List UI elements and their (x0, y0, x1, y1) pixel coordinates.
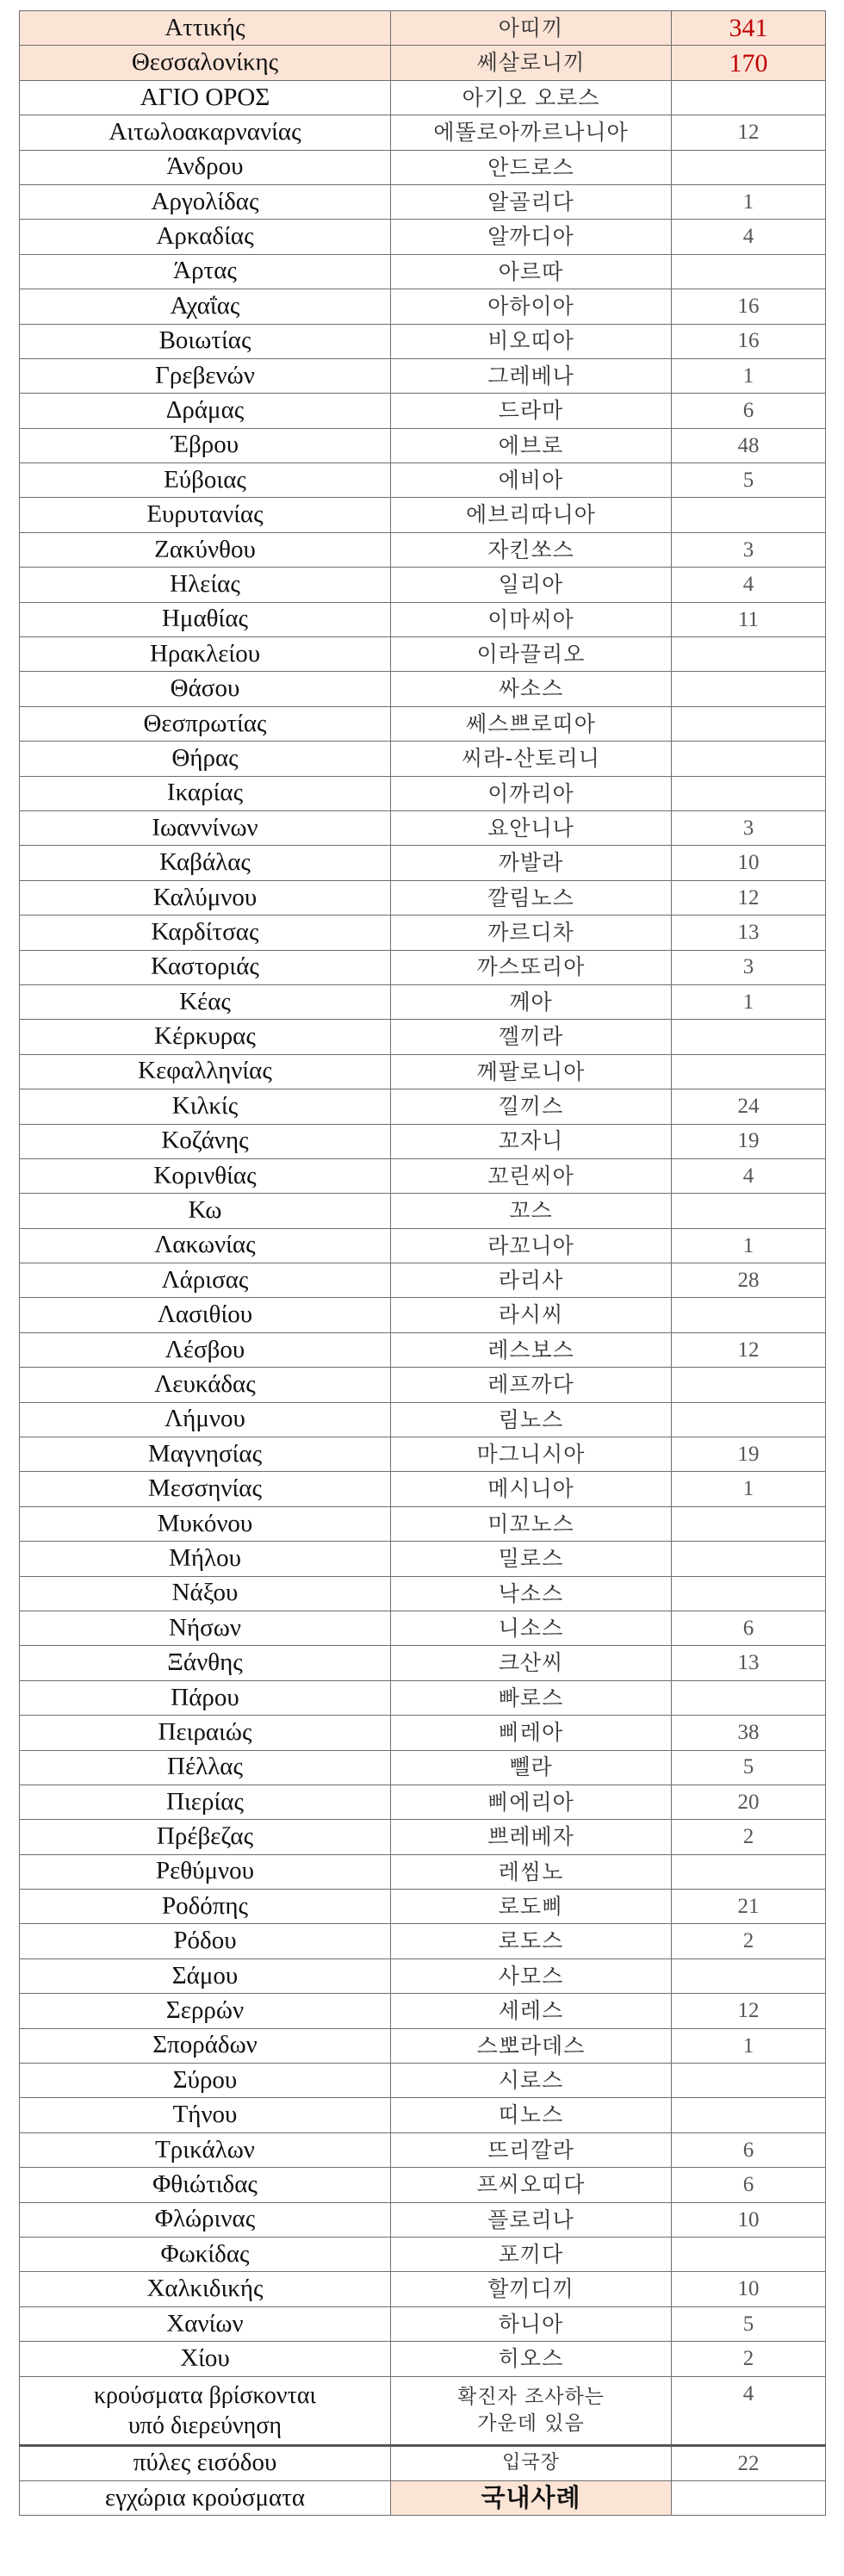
greek-name-cell: Λέσβου (20, 1332, 391, 1367)
greek-name-cell (20, 2376, 391, 2445)
korean-name-cell: 세레스 (391, 1994, 672, 2028)
table-row (20, 2098, 826, 2132)
korean-name-cell: 꼬린씨아 (391, 1158, 672, 1193)
case-count-cell (672, 672, 826, 706)
greek-name-cell: Ιωαννίνων (20, 810, 391, 845)
case-count-cell: 24 (672, 1089, 826, 1124)
case-count-cell: 21 (672, 1890, 826, 1924)
table-row (20, 846, 826, 880)
greek-name-cell: Νάξου (20, 1576, 391, 1611)
table-row (20, 1958, 826, 1993)
case-count-cell (672, 1576, 826, 1611)
table-row (20, 1054, 826, 1089)
table-row (20, 220, 826, 254)
case-count-cell: 1 (672, 184, 826, 219)
table-row (20, 2238, 826, 2272)
table-row (20, 1263, 826, 1298)
greek-name-cell: Μήλου (20, 1542, 391, 1576)
greek-name-cell: Μυκόνου (20, 1506, 391, 1541)
greek-name-cell: Σάμου (20, 1958, 391, 1993)
greek-name-cell: Καρδίτσας (20, 916, 391, 950)
table-row (20, 324, 826, 358)
greek-name-cell: εγχώρια κρούσματα (20, 2480, 391, 2515)
table-row (20, 1472, 826, 1506)
korean-name-cell: 요안니나 (391, 810, 672, 845)
korean-name-cell: 씨라-산토리니 (391, 742, 672, 776)
case-count-cell: 2 (672, 1820, 826, 1854)
case-count-cell: 4 (672, 2376, 826, 2445)
table-row (20, 463, 826, 498)
case-count-cell: 20 (672, 1785, 826, 1819)
table-row (20, 1437, 826, 1472)
case-count-cell: 1 (672, 1472, 826, 1506)
greek-name-cell: Καλύμνου (20, 880, 391, 915)
table-row (20, 532, 826, 567)
korean-name-line: 확진자 조사하는 (457, 2385, 605, 2408)
case-count-cell: 341 (672, 11, 826, 46)
case-count-cell: 4 (672, 220, 826, 254)
case-count-cell: 12 (672, 880, 826, 915)
case-count-cell: 48 (672, 428, 826, 462)
greek-name-cell: Ικαρίας (20, 776, 391, 810)
greek-name-cell: Κιλκίς (20, 1089, 391, 1124)
table-row (20, 1924, 826, 1958)
case-count-cell (672, 1506, 826, 1541)
table-row (20, 568, 826, 602)
table-row (20, 11, 826, 46)
korean-name-cell: 에브리따니아 (391, 498, 672, 532)
korean-name-cell: 할끼디끼 (391, 2272, 672, 2306)
greek-name-cell: Φλώρινας (20, 2202, 391, 2237)
table-row (20, 1716, 826, 1750)
table-row (20, 428, 826, 462)
korean-name-cell: 안드로스 (391, 150, 672, 184)
korean-name-cell: 쁘레베자 (391, 1820, 672, 1854)
case-count-cell: 2 (672, 1924, 826, 1958)
korean-name-cell: 입국장 (391, 2445, 672, 2480)
korean-name-cell: 빠로스 (391, 1680, 672, 1715)
greek-name-cell: Μεσσηνίας (20, 1472, 391, 1506)
case-count-cell: 5 (672, 463, 826, 498)
case-count-cell (672, 254, 826, 289)
korean-name-cell: 사모스 (391, 1958, 672, 1993)
korean-name-cell: 니소스 (391, 1611, 672, 1645)
case-count-cell (672, 2238, 826, 2272)
greek-name-cell: Θεσσαλονίκης (20, 46, 391, 80)
table-row (20, 115, 826, 150)
case-count-cell (672, 1680, 826, 1715)
table-row (20, 1854, 826, 1889)
case-count-cell: 2 (672, 2342, 826, 2376)
case-count-cell: 22 (672, 2445, 826, 2480)
case-count-cell: 19 (672, 1437, 826, 1472)
case-count-cell: 12 (672, 1994, 826, 2028)
table-row (20, 880, 826, 915)
korean-name-cell: 이까리아 (391, 776, 672, 810)
case-count-cell: 10 (672, 2202, 826, 2237)
table-row (20, 46, 826, 80)
korean-name-cell: 깔림노스 (391, 880, 672, 915)
table-row (20, 706, 826, 741)
greek-name-cell: Θάσου (20, 672, 391, 706)
table-row (20, 1158, 826, 1193)
table-row (20, 776, 826, 810)
greek-name-cell: Ηρακλείου (20, 637, 391, 672)
korean-name-cell: 아기오 오로스 (391, 80, 672, 115)
korean-name-cell: 하니아 (391, 2306, 672, 2341)
korean-name-cell: 라리사 (391, 1263, 672, 1298)
table-row (20, 2168, 826, 2202)
table-row (20, 1506, 826, 1541)
table-row (20, 1680, 826, 1715)
greek-name-cell: Πάρου (20, 1680, 391, 1715)
korean-name-cell: 에똘로아까르나니아 (391, 115, 672, 150)
regional-cases-table-sheet (19, 10, 825, 2516)
korean-name-cell: 시로스 (391, 2064, 672, 2098)
table-row (20, 1124, 826, 1158)
greek-name-cell: Κέας (20, 984, 391, 1019)
case-count-cell (672, 1054, 826, 1089)
table-row (20, 810, 826, 845)
table-row (20, 254, 826, 289)
korean-name-cell: 크산씨 (391, 1646, 672, 1680)
greek-name-cell: Θήρας (20, 742, 391, 776)
case-count-cell: 13 (672, 916, 826, 950)
korean-name-line: 가운데 있음 (477, 2412, 585, 2435)
table-row (20, 358, 826, 393)
table-row (20, 1298, 826, 1332)
korean-name-cell: 알골리다 (391, 184, 672, 219)
korean-name-cell: 꼬자니 (391, 1124, 672, 1158)
greek-name-cell: Νήσων (20, 1611, 391, 1645)
case-count-cell (672, 1958, 826, 1993)
greek-name-cell: Κοζάνης (20, 1124, 391, 1158)
case-count-cell (672, 637, 826, 672)
korean-name-cell: 그레베나 (391, 358, 672, 393)
table-row (20, 289, 826, 324)
case-count-cell (672, 1368, 826, 1402)
korean-name-cell: 아띠끼 (391, 11, 672, 46)
table-row (20, 1194, 826, 1228)
greek-name-cell: Σύρου (20, 2064, 391, 2098)
korean-name-cell: 미꼬노스 (391, 1506, 672, 1541)
greek-name-cell: Καβάλας (20, 846, 391, 880)
korean-name-cell: 뜨리깔라 (391, 2132, 672, 2167)
greek-name-cell: Κω (20, 1194, 391, 1228)
korean-name-cell: 까발라 (391, 846, 672, 880)
korean-name-cell: 아르따 (391, 254, 672, 289)
case-count-cell: 12 (672, 1332, 826, 1367)
case-count-cell: 4 (672, 568, 826, 602)
korean-name-cell: 에비아 (391, 463, 672, 498)
greek-name-cell: Ρεθύμνου (20, 1854, 391, 1889)
case-count-cell (672, 1402, 826, 1437)
korean-name-cell: 쎄살로니끼 (391, 46, 672, 80)
case-count-cell (672, 1298, 826, 1332)
case-count-cell (672, 2480, 826, 2515)
case-count-cell: 12 (672, 115, 826, 150)
greek-name-cell: Φθιώτιδας (20, 2168, 391, 2202)
case-count-cell (672, 1854, 826, 1889)
korean-name-cell: 스뽀라데스 (391, 2028, 672, 2063)
table-row (20, 2028, 826, 2063)
case-count-cell: 3 (672, 532, 826, 567)
case-count-cell: 11 (672, 602, 826, 636)
greek-name-cell: Λάρισας (20, 1263, 391, 1298)
case-count-cell: 10 (672, 846, 826, 880)
table-row (20, 742, 826, 776)
case-count-cell: 6 (672, 2132, 826, 2167)
greek-name-cell: Λασιθίου (20, 1298, 391, 1332)
korean-name-cell: 레씸노 (391, 1854, 672, 1889)
greek-name-cell: Αργολίδας (20, 184, 391, 219)
korean-name-cell: 까르디차 (391, 916, 672, 950)
korean-name-cell: 께아 (391, 984, 672, 1019)
korean-name-cell: 이마씨아 (391, 602, 672, 636)
greek-name-cell: Φωκίδας (20, 2238, 391, 2272)
greek-name-cell: Ξάνθης (20, 1646, 391, 1680)
korean-name-cell: 께팔로니아 (391, 1054, 672, 1089)
greek-name-cell: Αιτωλοακαρνανίας (20, 115, 391, 150)
korean-name-cell: 레프까다 (391, 1368, 672, 1402)
greek-name-cell: Ημαθίας (20, 602, 391, 636)
greek-name-cell: ΑΓΙΟ ΟΡΟΣ (20, 80, 391, 115)
korean-name-cell: 메시니아 (391, 1472, 672, 1506)
korean-name-cell: 꼬스 (391, 1194, 672, 1228)
case-count-cell: 38 (672, 1716, 826, 1750)
greek-name-cell: Καστοριάς (20, 950, 391, 984)
case-count-cell (672, 1020, 826, 1054)
table-row (20, 1994, 826, 2028)
table-row (20, 916, 826, 950)
greek-name-cell: Κεφαλληνίας (20, 1054, 391, 1089)
case-count-cell: 5 (672, 1750, 826, 1785)
korean-name-cell: 일리아 (391, 568, 672, 602)
greek-name-cell: Άνδρου (20, 150, 391, 184)
korean-name-cell: 껠끼라 (391, 1020, 672, 1054)
korean-name-cell (391, 2376, 672, 2445)
case-count-cell: 6 (672, 1611, 826, 1645)
case-count-cell (672, 742, 826, 776)
greek-name-cell: Έβρου (20, 428, 391, 462)
greek-name-cell: Πειραιώς (20, 1716, 391, 1750)
table-row (20, 2202, 826, 2237)
greek-name-cell: Πέλλας (20, 1750, 391, 1785)
korean-name-cell: 싸소스 (391, 672, 672, 706)
table-row (20, 637, 826, 672)
table-row (20, 184, 826, 219)
korean-name-cell: 까스또리아 (391, 950, 672, 984)
greek-name-cell: Αχαΐας (20, 289, 391, 324)
table-row (20, 150, 826, 184)
table-row (20, 80, 826, 115)
case-count-cell (672, 1194, 826, 1228)
greek-name-cell: Σερρών (20, 1994, 391, 2028)
greek-name-cell: Λήμνου (20, 1402, 391, 1437)
case-count-cell: 1 (672, 358, 826, 393)
korean-name-cell: 라시씨 (391, 1298, 672, 1332)
korean-name-cell: 아하이아 (391, 289, 672, 324)
greek-name-cell: Ευρυτανίας (20, 498, 391, 532)
case-count-cell: 16 (672, 289, 826, 324)
greek-name-cell: Θεσπρωτίας (20, 706, 391, 741)
greek-name-cell: Ηλείας (20, 568, 391, 602)
table-row (20, 1228, 826, 1263)
table-row (20, 602, 826, 636)
case-count-cell: 6 (672, 2168, 826, 2202)
case-count-cell: 6 (672, 394, 826, 428)
table-row (20, 1890, 826, 1924)
table-row-domestic-cases (20, 2480, 826, 2515)
table-row (20, 1785, 826, 1819)
case-count-cell: 16 (672, 324, 826, 358)
table-row (20, 2064, 826, 2098)
korean-name-cell: 낙소스 (391, 1576, 672, 1611)
greek-name-cell: Κορινθίας (20, 1158, 391, 1193)
greek-name-cell: Πρέβεζας (20, 1820, 391, 1854)
korean-name-cell: 띠노스 (391, 2098, 672, 2132)
case-count-cell (672, 2098, 826, 2132)
greek-name-cell: Ροδόπης (20, 1890, 391, 1924)
greek-name-cell: Εύβοιας (20, 463, 391, 498)
korean-name-cell: 삐레아 (391, 1716, 672, 1750)
case-count-cell: 10 (672, 2272, 826, 2306)
korean-name-cell: 히오스 (391, 2342, 672, 2376)
table-row-entry-points (20, 2445, 826, 2480)
greek-name-cell: Αττικής (20, 11, 391, 46)
case-count-cell: 13 (672, 1646, 826, 1680)
greek-name-cell: Χίου (20, 2342, 391, 2376)
case-count-cell (672, 498, 826, 532)
korean-name-cell: 자킨쏘스 (391, 532, 672, 567)
table-row (20, 950, 826, 984)
korean-name-cell: 에브로 (391, 428, 672, 462)
case-count-cell (672, 150, 826, 184)
korean-name-cell: 뻴라 (391, 1750, 672, 1785)
case-count-cell (672, 1542, 826, 1576)
case-count-cell: 19 (672, 1124, 826, 1158)
table-row (20, 2342, 826, 2376)
korean-name-cell: 삐에리아 (391, 1785, 672, 1819)
case-count-cell (672, 776, 826, 810)
greek-name-cell: Βοιωτίας (20, 324, 391, 358)
case-count-cell (672, 2064, 826, 2098)
korean-name-cell: 림노스 (391, 1402, 672, 1437)
table-row (20, 1646, 826, 1680)
table-row (20, 1332, 826, 1367)
case-count-cell (672, 80, 826, 115)
greek-name-cell: Δράμας (20, 394, 391, 428)
case-count-cell: 5 (672, 2306, 826, 2341)
korean-name-cell: 라꼬니아 (391, 1228, 672, 1263)
table-row (20, 2306, 826, 2341)
table-row (20, 1750, 826, 1785)
table-row (20, 498, 826, 532)
greek-name-cell: Κέρκυρας (20, 1020, 391, 1054)
korean-name-cell: 쎄스쁘로띠아 (391, 706, 672, 741)
table-row (20, 1542, 826, 1576)
korean-name-cell: 이라끌리오 (391, 637, 672, 672)
greek-name-line: υπό διερεύνηση (127, 2412, 282, 2439)
greek-name-cell: Σποράδων (20, 2028, 391, 2063)
case-count-cell: 3 (672, 950, 826, 984)
case-count-cell: 3 (672, 810, 826, 845)
case-count-cell: 4 (672, 1158, 826, 1193)
korean-name-cell: 낄끼스 (391, 1089, 672, 1124)
greek-name-cell: Μαγνησίας (20, 1437, 391, 1472)
table-footer (20, 2376, 826, 2516)
table-row (20, 984, 826, 1019)
greek-name-cell: Τρικάλων (20, 2132, 391, 2167)
table-row (20, 1020, 826, 1054)
case-count-cell: 170 (672, 46, 826, 80)
table-row (20, 2272, 826, 2306)
greek-name-cell: Χαλκιδικής (20, 2272, 391, 2306)
table-row-under-investigation (20, 2376, 826, 2445)
case-count-cell: 1 (672, 1228, 826, 1263)
table-row (20, 2132, 826, 2167)
greek-name-cell: Ρόδου (20, 1924, 391, 1958)
korean-name-cell: 알까디아 (391, 220, 672, 254)
korean-name-cell: 레스보스 (391, 1332, 672, 1367)
greek-name-line: κρούσματα βρίσκονται (93, 2381, 317, 2409)
table-row (20, 672, 826, 706)
greek-name-cell: Τήνου (20, 2098, 391, 2132)
table-row (20, 1820, 826, 1854)
greek-name-cell: πύλες εισόδου (20, 2445, 391, 2480)
korean-name-cell: 마그니시아 (391, 1437, 672, 1472)
table-row (20, 1576, 826, 1611)
korean-name-cell: 드라마 (391, 394, 672, 428)
table-row (20, 1368, 826, 1402)
case-count-cell (672, 706, 826, 741)
korean-name-cell: 포끼다 (391, 2238, 672, 2272)
regional-cases-table (19, 10, 826, 2516)
greek-name-cell: Άρτας (20, 254, 391, 289)
case-count-cell: 1 (672, 2028, 826, 2063)
greek-name-cell: Πιερίας (20, 1785, 391, 1819)
table-row (20, 394, 826, 428)
greek-name-cell: Γρεβενών (20, 358, 391, 393)
table-row (20, 1089, 826, 1124)
korean-name-cell: 프씨오띠다 (391, 2168, 672, 2202)
greek-name-cell: Ζακύνθου (20, 532, 391, 567)
greek-name-cell: Χανίων (20, 2306, 391, 2341)
korean-name-cell: 로도스 (391, 1924, 672, 1958)
korean-name-cell: 플로리나 (391, 2202, 672, 2237)
case-count-cell: 28 (672, 1263, 826, 1298)
korean-name-cell: 비오띠아 (391, 324, 672, 358)
greek-name-cell: Λακωνίας (20, 1228, 391, 1263)
table-body (20, 11, 826, 2377)
table-row (20, 1402, 826, 1437)
greek-name-cell: Λευκάδας (20, 1368, 391, 1402)
case-count-cell: 1 (672, 984, 826, 1019)
korean-name-cell: 밀로스 (391, 1542, 672, 1576)
korean-name-cell: 국내사례 (391, 2480, 672, 2515)
korean-name-cell: 로도삐 (391, 1890, 672, 1924)
greek-name-cell: Αρκαδίας (20, 220, 391, 254)
table-row (20, 1611, 826, 1645)
